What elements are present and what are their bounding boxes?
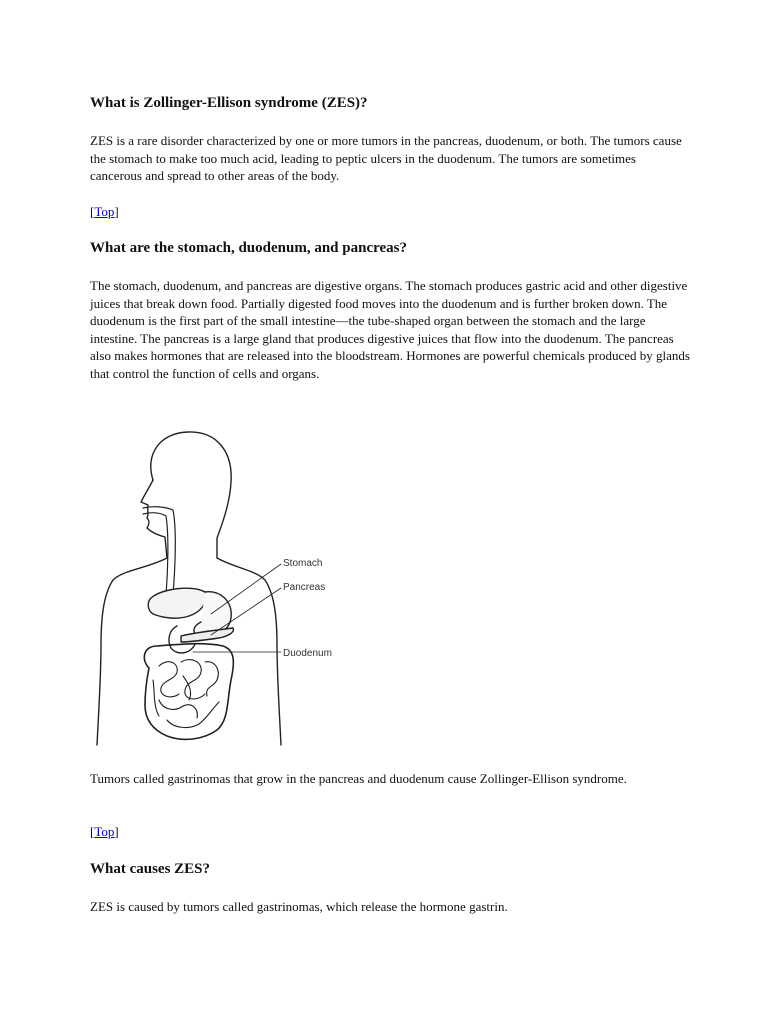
digestive-system-illustration — [93, 430, 353, 750]
top-link-anchor[interactable]: Top — [94, 204, 115, 219]
stomach-leader — [211, 564, 281, 614]
head-outline — [151, 432, 231, 558]
label-duodenum: Duodenum — [283, 648, 332, 659]
face-profile — [141, 480, 167, 558]
left-shoulder — [97, 558, 167, 745]
label-pancreas: Pancreas — [283, 582, 326, 593]
small-intestine — [153, 660, 219, 728]
heading-organs: What are the stomach, duodenum, and pancreas? — [90, 240, 407, 256]
heading-causes: What causes ZES? — [90, 861, 211, 877]
heading-what-is-zes: What is Zollinger-Ellison syndrome (ZES)? — [90, 95, 368, 111]
digestive-system-drawing — [93, 430, 353, 750]
top-link-anchor[interactable]: Top — [94, 824, 115, 839]
paragraph-causes: ZES is caused by tumors called gastrinomas, which release the hormone gastrin. — [90, 899, 508, 914]
paragraph-organs: The stomach, duodenum, and pancreas are digestive organs. The stomach produces gastric acid and other digestive juices that break down food. Partially digested food moves into the duodenum and is further broken down. The duodenum is the first part of the small intestine—the tube-shaped organ between the stomach and the large intestine. The pancreas is a large gland that produces digestive juices that flow into the duodenum. The pancreas also makes hormones that are released into the bloodstream. Hormones are powerful chemicals produced by glands that control the function of cells and organs. — [90, 278, 690, 381]
right-shoulder — [217, 558, 281, 745]
large-intestine — [144, 644, 233, 740]
liver — [148, 588, 206, 618]
top-link-2: [Top] — [90, 824, 119, 839]
figure-caption: Tumors called gastrinomas that grow in the pancreas and duodenum cause Zollinger-Ellison syndrome. — [90, 771, 627, 786]
label-stomach: Stomach — [283, 558, 323, 569]
paragraph-what-is-zes: ZES is a rare disorder characterized by one or more tumors in the pancreas, duodenum, or both. The tumors cause the stomach to make too much acid, leading to peptic ulcers in the duodenum. The tumors are sometimes cancerous and spread to other areas of the body. — [90, 133, 682, 184]
top-link-1: [Top] — [90, 204, 119, 219]
